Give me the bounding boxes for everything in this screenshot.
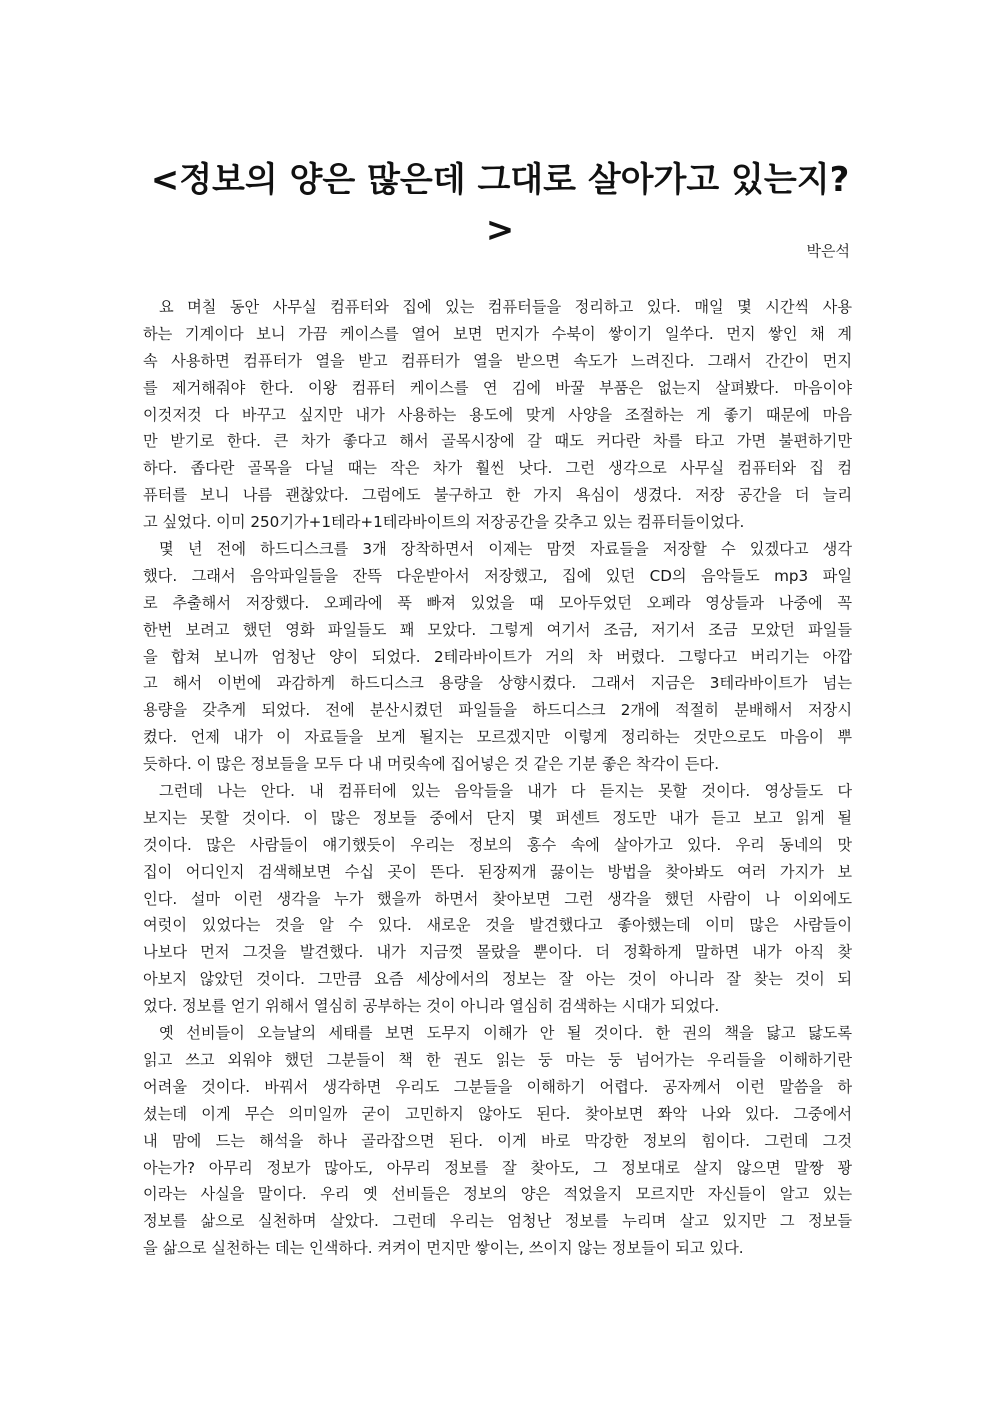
paragraph — [143, 1020, 852, 1262]
text-line: 듯하다. 이 많은 정보들을 모두 다 내 머릿속에 집어넣은 것 같은 기분 좋은 착각이 든다. — [143, 755, 720, 774]
paragraph — [143, 294, 852, 536]
text-line: 이것저것 다 바꾸고 싶지만 내가 사용하는 용도에 맞게 사양을 조절하는 게 좋기 때문에 마음 — [143, 405, 852, 424]
text-line: 읽고 쓰고 외워야 했던 그분들이 책 한 권도 읽는 둥 마는 둥 넘어가는 우리들을 이해하기란 — [143, 1050, 852, 1069]
paragraph — [143, 778, 852, 1020]
text-line: 요 며칠 동안 사무실 컴퓨터와 집에 있는 컴퓨터들을 정리하고 있다. 매일 몇 시간씩 사용 — [159, 298, 852, 316]
document-body — [143, 294, 852, 1262]
text-line: 것이다. 많은 사람들이 얘기했듯이 우리는 정보의 홍수 속에 살아가고 있다. 우리 동네의 맛 — [143, 835, 852, 854]
text-line: 었다. 정보를 얻기 위해서 열심히 공부하는 것이 아니라 열심히 검색하는 시대가 되었다. — [143, 997, 720, 1016]
text-line: 셨는데 이게 무슨 의미일까 굳이 고민하지 않아도 된다. 찾아보면 쫘악 나와 있다. 그중에서 — [143, 1104, 852, 1123]
text-line: 고 해서 이번에 과감하게 하드디스크 용량을 상향시켰다. 그래서 지금은 3테라바이트가 넘는 — [143, 674, 852, 693]
text-line: 을 합쳐 보니까 엄청난 양이 되었다. 2테라바이트가 거의 차 버렸다. 그렇다고 버리기는 아깝 — [143, 647, 852, 666]
text-line: 를 제거해줘야 한다. 이왕 컴퓨터 케이스를 연 김에 바꿀 부품은 없는지 살펴봤다. 마음이야 — [143, 378, 852, 397]
text-line: 이라는 사실을 말이다. 우리 옛 선비들은 정보의 양은 적었을지 모르지만 자신들이 알고 있는 — [143, 1185, 852, 1204]
text-line: 켰다. 언제 내가 이 자료들을 보게 될지는 모르겠지만 이렇게 정리하는 것만으로도 마음이 뿌 — [143, 728, 852, 747]
text-line: 만 받기로 한다. 큰 차가 좋다고 해서 골목시장에 갈 때도 커다란 차를 타고 가면 불편하기만 — [143, 432, 852, 451]
text-line: 용량을 갖추게 되었다. 전에 분산시켰던 파일들을 하드디스크 2개에 적절히 분배해서 저장시 — [143, 701, 852, 720]
text-line: 인다. 설마 이런 생각을 누가 했을까 하면서 찾아보면 그런 생각을 했던 사람이 나 이외에도 — [143, 889, 852, 908]
text-line: 하는 기계이다 보니 가끔 케이스를 열어 보면 먼지가 수북이 쌓이기 일쑤다. 먼지 쌓인 채 계 — [143, 324, 852, 343]
text-line: 로 추출해서 저장했다. 오페라에 푹 빠져 있었을 때 모아두었던 오페라 영상들과 나중에 꼭 — [143, 593, 852, 612]
text-line: 그런데 나는 안다. 내 컴퓨터에 있는 음악들을 내가 다 듣지는 못할 것이다. 영상들도 다 — [159, 782, 852, 801]
text-line: 한번 보려고 했던 영화 파일들도 꽤 모았다. 그렇게 여기서 조금, 저기서 조금 모았던 파일들 — [143, 620, 852, 639]
text-line: 여럿이 있었다는 것을 알 수 있다. 새로운 것을 발견했다고 좋아했는데 이미 많은 사람들이 — [143, 916, 852, 935]
text-line: 을 삶으로 실천하는 데는 인색하다. 켜켜이 먼지만 쌓이는, 쓰이지 않는 정보들이 되고 있다. — [143, 1239, 744, 1258]
text-line: 나보다 먼저 그것을 발견했다. 내가 지금껏 몰랐을 뿐이다. 더 정확하게 말하면 내가 아직 찾 — [143, 943, 852, 962]
document-title: <정보의 양은 많은데 그대로 살아가고 있는지?> — [150, 160, 850, 250]
text-line: 했다. 그래서 음악파일들을 잔뜩 다운받아서 저장했고, 집에 있던 CD의 음악들도 mp3 파일 — [143, 566, 852, 585]
text-line: 하다. 좁다란 골목을 다닐 때는 작은 차가 훨씬 낫다. 그런 생각으로 사무실 컴퓨터와 집 컴 — [143, 459, 852, 478]
text-line: 속 사용하면 컴퓨터가 열을 받고 컴퓨터가 열을 받으면 속도가 느려진다. 그래서 간간이 먼지 — [143, 351, 852, 370]
author-name: 박은석 — [806, 242, 850, 260]
text-line: 옛 선비들이 오늘날의 세태를 보면 도무지 이해가 안 될 것이다. 한 권의 책을 닳고 닳도록 — [159, 1024, 852, 1043]
paragraph — [143, 536, 852, 778]
text-line: 고 싶었다. 이미 250기가+1테라+1테라바이트의 저장공간을 갖추고 있는 컴퓨터들이었다. — [143, 513, 745, 532]
text-line: 내 맘에 드는 해석을 하나 골라잡으면 된다. 이게 바로 막강한 정보의 힘이다. 그런데 그것 — [143, 1131, 852, 1150]
text-line: 아는가? 아무리 정보가 많아도, 아무리 정보를 잘 찾아도, 그 정보대로 살지 않으면 말짱 꽝 — [143, 1158, 852, 1177]
text-line: 어려울 것이다. 바꿔서 생각하면 우리도 그분들을 이해하기 어렵다. 공자께서 이런 말씀을 하 — [143, 1077, 852, 1096]
text-line: 아보지 않았던 것이다. 그만큼 요즘 세상에서의 정보는 잘 아는 것이 아니라 잘 찾는 것이 되 — [143, 970, 852, 989]
text-line: 퓨터를 보니 나름 괜찮았다. 그럼에도 불구하고 한 가지 욕심이 생겼다. 저장 공간을 더 늘리 — [143, 486, 852, 505]
text-line: 집이 어디인지 검색해보면 수십 곳이 뜬다. 된장찌개 끓이는 방법을 찾아봐도 여러 가지가 보 — [143, 862, 852, 881]
text-line: 정보를 삶으로 실천하며 살았다. 그런데 우리는 엄청난 정보를 누리며 살고 있지만 그 정보들 — [143, 1212, 852, 1231]
text-line: 보지는 못할 것이다. 이 많은 정보들 중에서 단지 몇 퍼센트 정도만 내가 듣고 보고 읽게 될 — [143, 808, 852, 827]
text-line: 몇 년 전에 하드디스크를 3개 장착하면서 이제는 맘껏 자료들을 저장할 수 있겠다고 생각 — [159, 540, 852, 559]
